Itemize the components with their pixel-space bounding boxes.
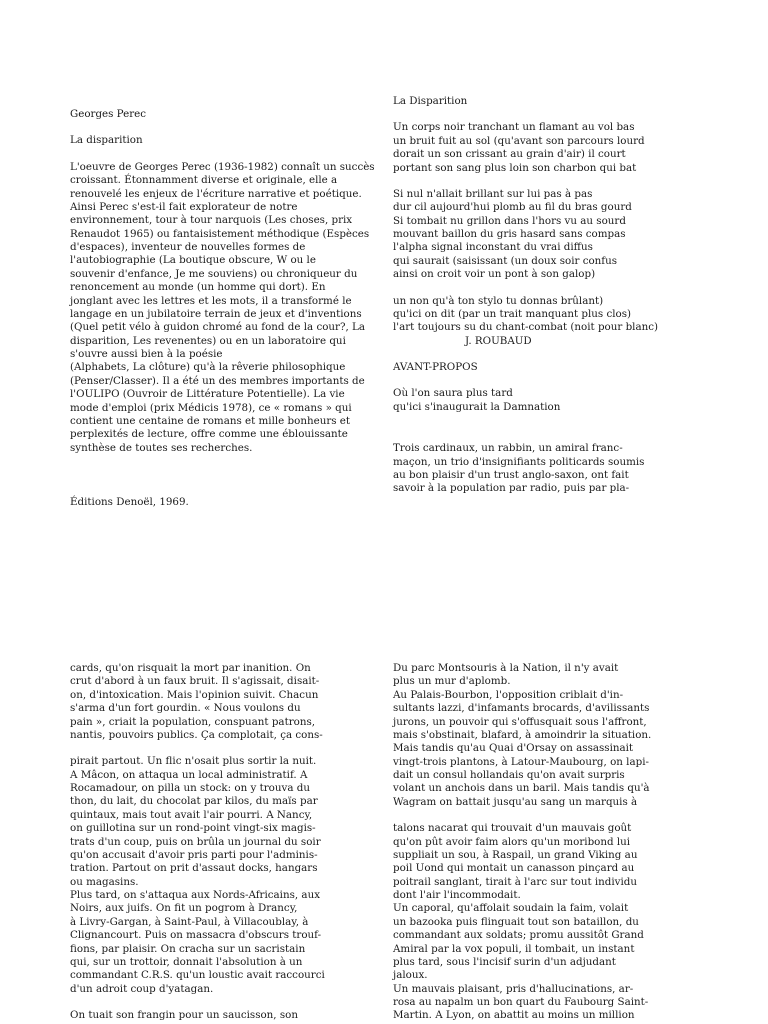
body-paragraph: talons nacarat qui trouvait d'un mauvais goût qu'on pût avoir faim alors qu'un moribond lui suppliait un sou, à Raspail, un grand Viking au poil Uond qui montait un canasson pinçard au poitrail sanglant, tirait à l'arc sur tout individu dont l'air l'incommodait. Un caporal, qu'affolait soudain la faim, volait un bazooka puis flinguait tout son bataillon, du commandant aux soldats; promu aussitôt Grand Amiral par la vox populi, il tombait, un instant plus tard, sous l'incisif surin d'un adjudant jaloux. Un mauvais plaisant, pris d'hallucinations, ar- rosa au napalm un bon quart du Faubourg Saint- Martin. A Lyon, on abattit au moins un million	[393, 822, 649, 1022]
poem-stanza-3: un non qu'à ton stylo tu donnas brûlant) qu'ici on dit (par un trait manquant plus clos) l'art toujours su du chant-combat (noit pour blanc)	[393, 294, 659, 334]
opening-paragraph: Trois cardinaux, un rabbin, un amiral franc- maçon, un trio d'insignifiants politicards soumis au bon plaisir d'un trust anglo-saxon, ont fait savoir à la population par radio, puis par pla-	[393, 442, 645, 495]
author-name: Georges Perec	[70, 108, 147, 120]
page1-left-column	[70, 108, 380, 509]
poem-signature: J. ROUBAUD	[465, 334, 532, 347]
publisher-line: Éditions Denoël, 1969.	[70, 496, 189, 508]
book-title: La disparition	[70, 134, 143, 147]
body-paragraph: pirait partout. Un flic n'osait plus sortir la nuit. A Mâcon, on attaqua un local administratif. A Rocamadour, on pilla un stock: on y trouva du thon, du lait, du chocolat par kilos, du maïs par quintaux, mais tout avait l'air pourri. A Nancy, on guillotina sur un rond-point vingt-six magis- trats d'un coup, puis on brûla un journal du soir qu'on accusait d'avoir pris parti pour l'adminis- tration. Partout on prit d'assaut docks, hangars ou magasins. Plus tard, on s'attaqua aux Nords-Africains, aux Noirs, aux juifs. On fit un pogrom à Drancy, à Livry-Gargan, à Saint-Paul, à Villacoublay, à Clignancourt. Puis on massacra d'obscurs trouf- fions, par plaisir. On cracha sur un sacristain qui, sur un trottoir, donnait l'absolution à un commandant C.R.S. qu'un loustic avait raccourci d'un adroit coup d'yatagan.	[70, 755, 325, 995]
body-paragraph: cards, qu'on risquait la mort par inanition. On crut d'abord à un faux bruit. Il s'agissait, disait- on, d'intoxication. Mais l'opinion suivit. Chacun s'arma d'un fort gourdin. « Nous voulons du pain », criait la population, conspuant patrons, nantis, pouvoirs publics. Ça complotait, ça cons-	[70, 662, 323, 741]
poem-title: La Disparition	[393, 95, 468, 107]
poem-stanza-2: Si nul n'allait brillant sur lui pas à pas dur cil aujourd'hui plomb au fil du bras gourd Si tombait nu grillon dans l'hors vu au sourd mouvant baillon du gris hasard sans compas l'alpha signal inconstant du vrai diffus qui saurait (saisissant (un doux soir confus ainsi on croit voir un pont à son galop)	[393, 187, 632, 281]
page2-left-column	[70, 662, 380, 1022]
body-paragraph: Du parc Montsouris à la Nation, il n'y avait plus un mur d'aplomb. Au Palais-Bourbon, l'opposition criblait d'in- sultants lazzi, d'infamants brocards, d'avilissants jurons, un pouvoir qui s'offusquait sous l'affront, mais s'obstinait, blafard, à amoindrir la situation. Mais tandis qu'au Quai d'Orsay on assassinait vingt-trois plantons, à Latour-Maubourg, on lapi- dait un consul hollandais qu'on avait surpris volant un anchois dans un baril. Mais tandis qu'à Wagram on battait jusqu'au sang un marquis à	[393, 662, 652, 808]
body-paragraph: On tuait son frangin pour un saucisson, son	[70, 1009, 298, 1021]
author-blurb: L'oeuvre de Georges Perec (1936-1982) connaît un succès croissant. Étonnamment diverse et originale, elle a renouvelé les enjeux de l'écriture narrative et poétique. Ainsi Perec s'est-il fait explorateur de notre environnement, tour à tour narquois (Les choses, prix Renaudot 1965) ou fantaisistement méthodique (Espèces d'espaces), inventeur de nouvelles formes de l'autobiographie (La boutique obscure, W ou le souvenir d'enfance, Je me souviens) ou chroniqueur du renoncement au monde (un homme qui dort). En jonglant avec les lettres et les mots, il a transformé le langage en un jubilatoire terrain de jeux et d'inventions (Quel petit vélo à guidon chromé au fond de la cour?, La disparition, Les revenentes) ou en un laboratoire qui s'ouvre aussi bien à la poésie (Alphabets, La clôture) qu'à la rêverie philosophique (Penser/Classer). Il a été un des membres importants de l'OULIPO (Ouvroir de Littérature Potentielle). La vie mode d'emploi (prix Médicis 1978), ce « romans » qui contient une centaine de romans et mille bonheurs et perplexités de lecture, offre comme une éblouissante synthèse de toutes ses recherches.	[70, 160, 375, 454]
page1-right-column	[393, 95, 713, 496]
poem-stanza-1: Un corps noir tranchant un flamant au vol bas un bruit fuit au sol (qu'avant son parcours lourd dorait un son crissant au grain d'air) il court portant son sang plus loin son charbon qui bat	[393, 121, 645, 174]
page2-right-column	[393, 662, 713, 1023]
avant-propos-heading: AVANT-PROPOS	[393, 361, 478, 373]
epigraph: Où l'on saura plus tard qu'ici s'inaugurait la Damnation	[393, 387, 561, 413]
